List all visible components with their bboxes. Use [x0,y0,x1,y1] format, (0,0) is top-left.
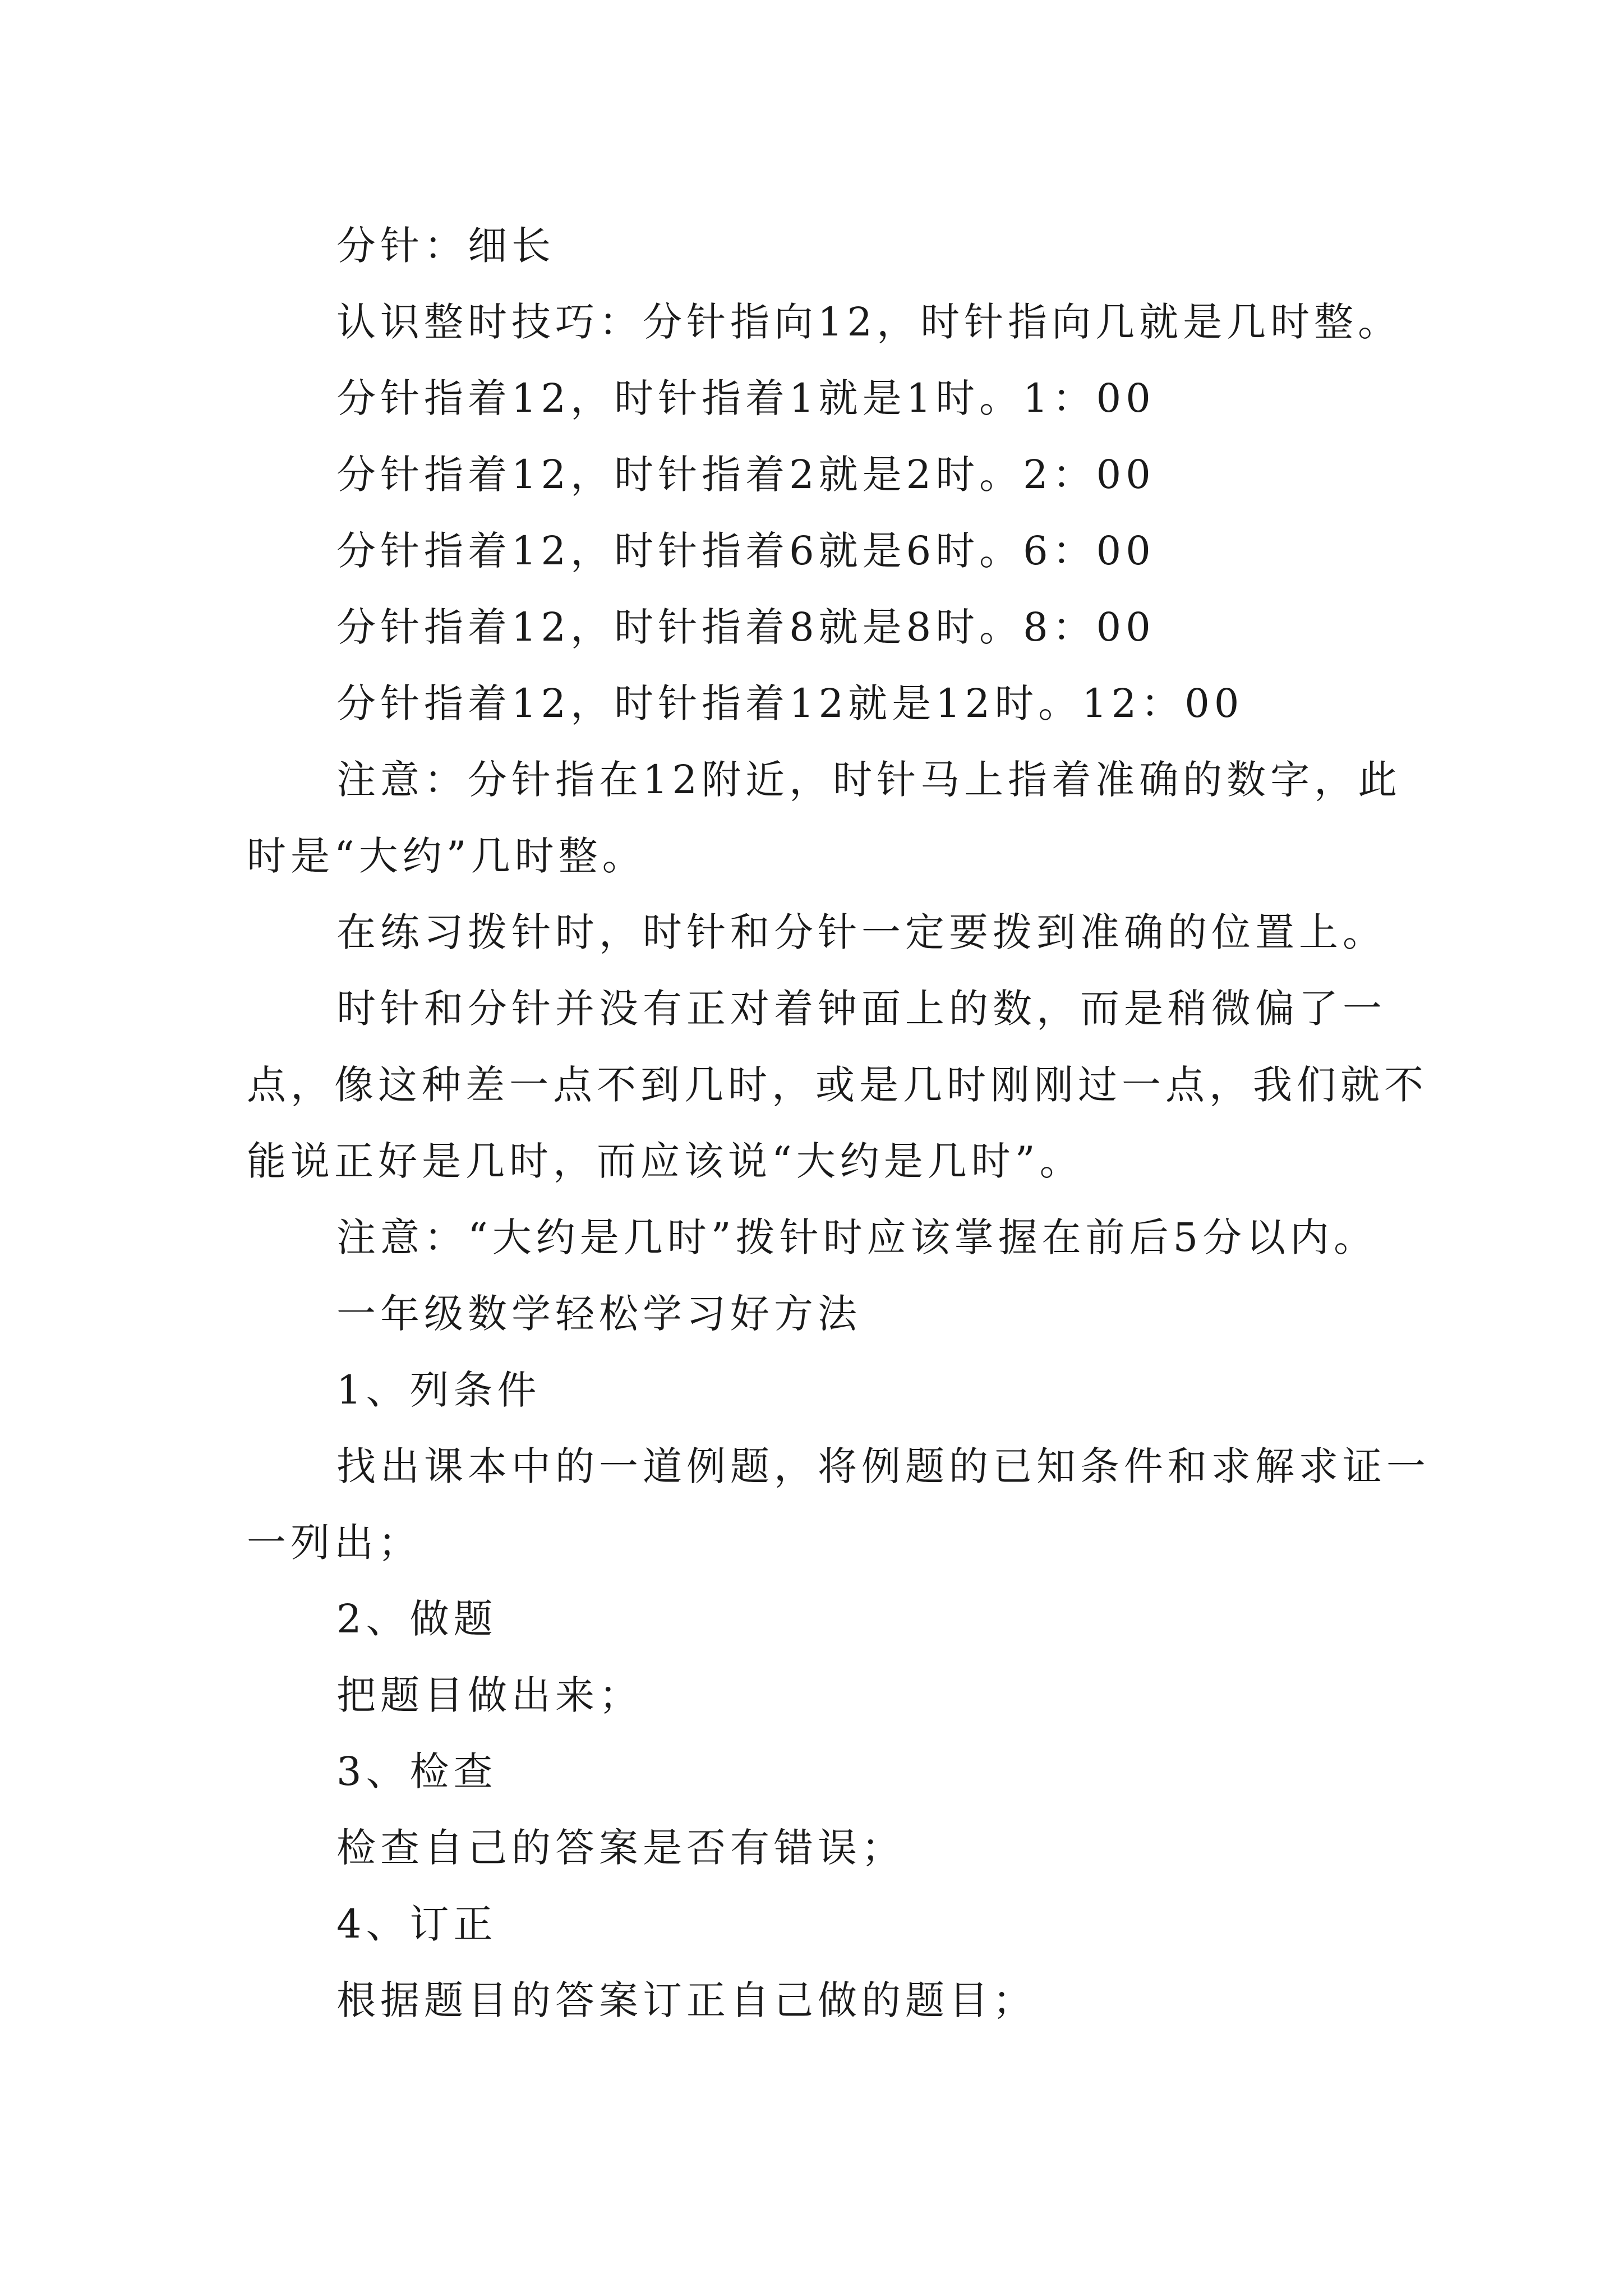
paragraph: 分针指着12，时针指着1就是1时。1：00 [336,375,1155,421]
paragraph: 分针指着12，时针指着12就是12时。12：00 [336,680,1244,726]
step-heading: 3、检查 [336,1749,497,1795]
paragraph: 认识整时技巧：分针指向12，时针指向几就是几时整。 [336,299,1402,345]
step-heading: 1、列条件 [336,1367,541,1413]
paragraph: 分针指着12，时针指着8就是8时。8：00 [336,604,1155,650]
paragraph: 注意：“大约是几时”拨针时应该掌握在前后5分以内。 [336,1214,1378,1260]
paragraph: 注意：分针指在12附近，时针马上指着准确的数字，此时是“大约”几时整。 [247,757,1402,879]
paragraph: 分针指着12，时针指着6就是6时。6：00 [336,528,1155,574]
paragraph: 分针指着12，时针指着2就是2时。2：00 [336,452,1155,498]
paragraph: 分针：细长 [336,223,555,269]
paragraph: 在练习拨针时，时针和分针一定要拨到准确的位置上。 [336,909,1386,955]
paragraph: 检查自己的答案是否有错误； [336,1825,905,1871]
paragraph: 把题目做出来； [336,1672,643,1718]
step-heading: 4、订正 [336,1901,497,1947]
step-heading: 2、做题 [336,1596,497,1642]
paragraph: 时针和分针并没有正对着钟面上的数，而是稍微偏了一点，像这种差一点不到几时，或是几时刚刚过一点，我们就不能说正好是几时，而应该说“大约是几时”。 [247,986,1428,1184]
paragraph: 根据题目的答案订正自己做的题目； [336,1977,1036,2023]
section-heading: 一年级数学轻松学习好方法 [336,1291,861,1337]
paragraph: 找出课本中的一道例题，将例题的已知条件和求解求证一一列出； [247,1443,1430,1566]
document-body [247,208,1430,2039]
